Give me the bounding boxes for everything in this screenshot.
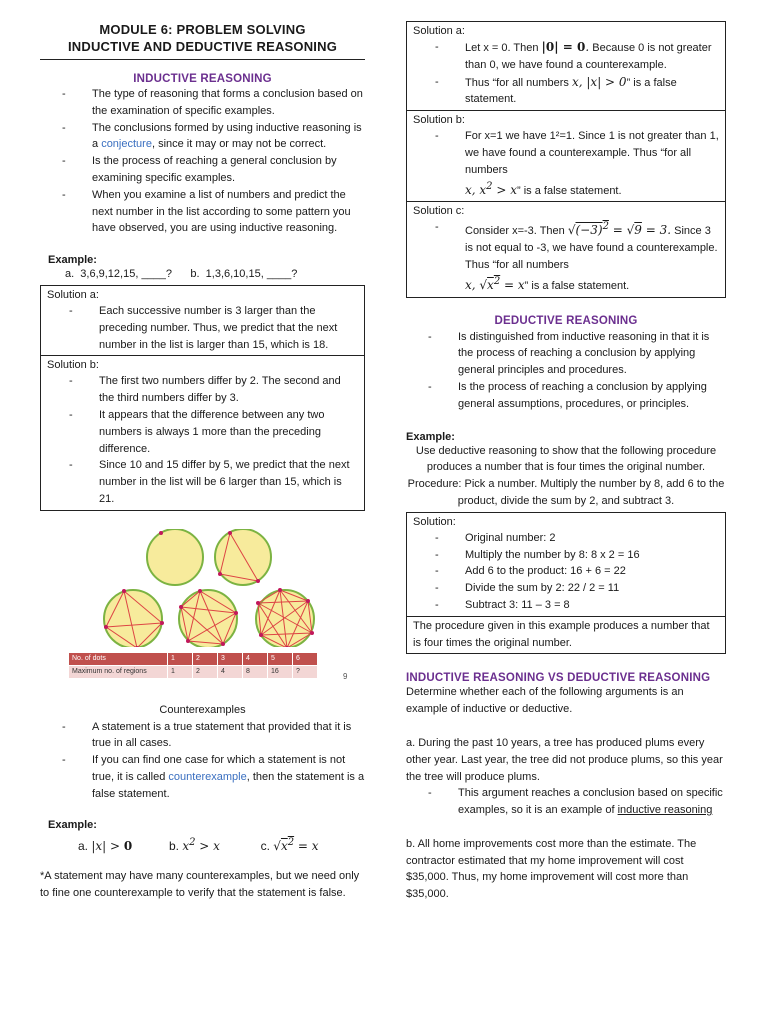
counter-solution-c: Solution c: - Consider x=-3. Then $√(-3)^2 = √9 = 3$. Since 3 is not equal to -3, we have found a counterexample. Thus “for all numbers x, $√x^2 = x$” is a false statement. xyxy=(407,202,725,296)
versus-intro: Determine whether each of the following arguments is an example of inductive or deductive. xyxy=(406,686,684,716)
deductive-conclusion: The procedure given in this example produces a number that is four times the original number. xyxy=(413,619,710,649)
deductive-example-text: Use deductive reasoning to show that the following procedure produces a number that is four times the original number. xyxy=(415,444,717,474)
table-row: No. of dots 1 2 3 4 5 6 xyxy=(69,652,318,665)
figure-page-number: 9 xyxy=(343,671,348,681)
list-item: - Subtract 3: 11 – 3 = 8 xyxy=(413,597,719,614)
argument-a: a. During the past 10 years, a tree has produced plums every other year. Last year, the tree did not produce plums, so this year the tree will produce plums. xyxy=(406,736,723,783)
list-item: - The conclusions formed by using inductive reasoning is a conjecture, since it may or may not be correct. xyxy=(40,120,365,154)
solution-a-label: Solution a: xyxy=(47,288,99,301)
counterexample-link[interactable]: counterexample xyxy=(168,770,247,783)
left-column xyxy=(40,0,365,902)
list-item: - Thus “for all numbers x, |x| > 0” is a false statement. xyxy=(413,74,719,109)
module-title-line2: INDUCTIVE AND DEDUCTIVE REASONING xyxy=(67,39,338,54)
list-item: - Consider x=-3. Then $√(-3)^2 = √9 = 3$. Since 3 is not equal to -3, we have found a counterexample. Thus “for all numbers x, $√x^2 = x$” is a false statement. xyxy=(413,219,719,294)
list-item: - It appears that the difference between any two numbers is always 1 more than the preceding difference. xyxy=(47,407,358,457)
solution-b-cell xyxy=(41,356,364,509)
circle-2-dots xyxy=(215,529,271,585)
counter-solution-b: Solution b: - For x=1 we have 1²=1. Since 1 is not greater than 1, we have found a counterexample. Thus “for all numbers x, $x^2 > x$” is a false statement. xyxy=(407,111,725,202)
list-item: - Since 10 and 15 differ by 5, we predict that the next number in the list will be 6 larger than 15, which is 21. xyxy=(47,457,358,507)
list-item: - Is the process of reaching a general conclusion by examining specific examples. xyxy=(40,153,365,187)
deductive-example-label: Example: xyxy=(406,430,455,443)
inductive-heading: INDUCTIVE REASONING xyxy=(133,73,272,85)
x-squared-gt-x: $x^2 > x$ xyxy=(182,836,220,853)
counterexample-statements: a. |x| > 0 b. $x^2 > x$ c. $√x^2 = x$ xyxy=(78,836,319,853)
list-item: - Multiply the number by 8: 8 x 2 = 16 xyxy=(413,547,719,564)
counterexample-solution-box xyxy=(406,21,726,298)
deductive-heading: DEDUCTIVE REASONING xyxy=(494,314,638,327)
circle-regions-figure xyxy=(40,529,365,684)
argument-a-answer xyxy=(406,785,726,819)
sqrt-x-squared-eq-x: $√x^2 = x$ xyxy=(273,836,319,853)
deductive-bullets xyxy=(406,329,726,413)
list-item: - When you examine a list of numbers and predict the next number in the list according to some pattern you have observed, you are using inductive reasoning. xyxy=(40,187,365,237)
conjecture-link[interactable]: conjecture xyxy=(101,138,152,151)
abs-x-gt-0: |x| > 0 xyxy=(91,838,133,853)
list-item: - Is distinguished from inductive reasoning in that it is the process of reaching a conclusion by applying general principles and procedures. xyxy=(406,329,726,379)
list-item: - Divide the sum by 2: 22 / 2 = 11 xyxy=(413,580,719,597)
table-row: Maximum no. of regions 1 2 4 8 16 ? xyxy=(69,665,318,678)
list-item: - The type of reasoning that forms a conclusion based on the examination of specific examples. xyxy=(40,86,365,120)
inductive-bullets xyxy=(40,86,365,237)
circle-1-dot xyxy=(147,529,203,585)
list-item: - If you can find one case for which a statement is not true, it is called counterexample, then the statement is a false statement. xyxy=(40,752,365,802)
list-item: - Each successive number is 3 larger than the preceding number. Thus, we predict that the next number in the list is larger than 15, which is 18. xyxy=(47,303,358,353)
counterexample-example-label: Example: xyxy=(48,818,97,831)
list-item: - For x=1 we have 1²=1. Since 1 is not greater than 1, we have found a counterexample. Thus “for all numbers x, $x^2 > x$” is a false statement. xyxy=(413,128,719,199)
versus-heading: INDUCTIVE REASONING VS DEDUCTIVE REASONING xyxy=(406,672,711,685)
counterexamples-heading: Counterexamples xyxy=(159,703,246,716)
dots-regions-table xyxy=(68,652,318,679)
inductive-example-line: a. 3,6,9,12,15, ____? b. 1,3,6,10,15, ____? xyxy=(65,268,298,281)
counterexample-note: *A statement may have many counterexamples, but we need only to fine one counterexample to verify that the statement is false. xyxy=(40,870,360,900)
inductive-example-label: Example: xyxy=(48,254,97,267)
solution-b-label: Solution b: xyxy=(47,359,99,372)
list-item: - Original number: 2 xyxy=(413,530,719,547)
inductive-answer: inductive reasoning xyxy=(617,804,713,817)
argument-b: b. All home improvements cost more than the estimate. The contractor estimated that my home improvement will cost $35,000. Thus, my home improvement will cost more than $35,000. xyxy=(406,837,697,901)
list-item: - The first two numbers differ by 2. The second and the third numbers differ by 3. xyxy=(47,373,358,407)
solution-a-cell xyxy=(41,286,364,356)
right-column xyxy=(406,0,726,903)
inductive-solution-box xyxy=(40,285,365,511)
counterexample-bullets xyxy=(40,719,365,803)
circles-diagram xyxy=(40,529,365,647)
list-item: - Is the process of reaching a conclusion by applying general assumptions, procedures, or principles. xyxy=(406,379,726,413)
module-title-line1: MODULE 6: PROBLEM SOLVING xyxy=(99,22,306,37)
list-item: - Let x = 0. Then |0| = 0. Because 0 is not greater than 0, we have found a counterexample. xyxy=(413,39,719,74)
list-item: - A statement is a true statement that provided that it is true in all cases. xyxy=(40,719,365,753)
counter-solution-a: Solution a: - Let x = 0. Then |0| = 0. Because 0 is not greater than 0, we have found a counterexample. - Thus “for all numbers x, |x| > 0” is a false statement. xyxy=(407,22,725,111)
deductive-procedure: Procedure: Pick a number. Multiply the number by 8, add 6 to the product, divide the sum by 2, and subtract 3. xyxy=(407,478,725,507)
list-item: - Add 6 to the product: 16 + 6 = 22 xyxy=(413,563,719,580)
deductive-solution-steps: Solution: - Original number: 2 - Multiply the number by 8: 8 x 2 = 16 - Add 6 to the product: 16 + 6 = 22 - Divide the sum by 2: 22 / 2 = 11 - Subtract 3: 11 – 3 = 8 xyxy=(407,513,725,617)
list-item: - This argument reaches a conclusion based on specific examples, so it is an example of inductive reasoning xyxy=(406,785,726,819)
deductive-solution-box xyxy=(406,512,726,655)
